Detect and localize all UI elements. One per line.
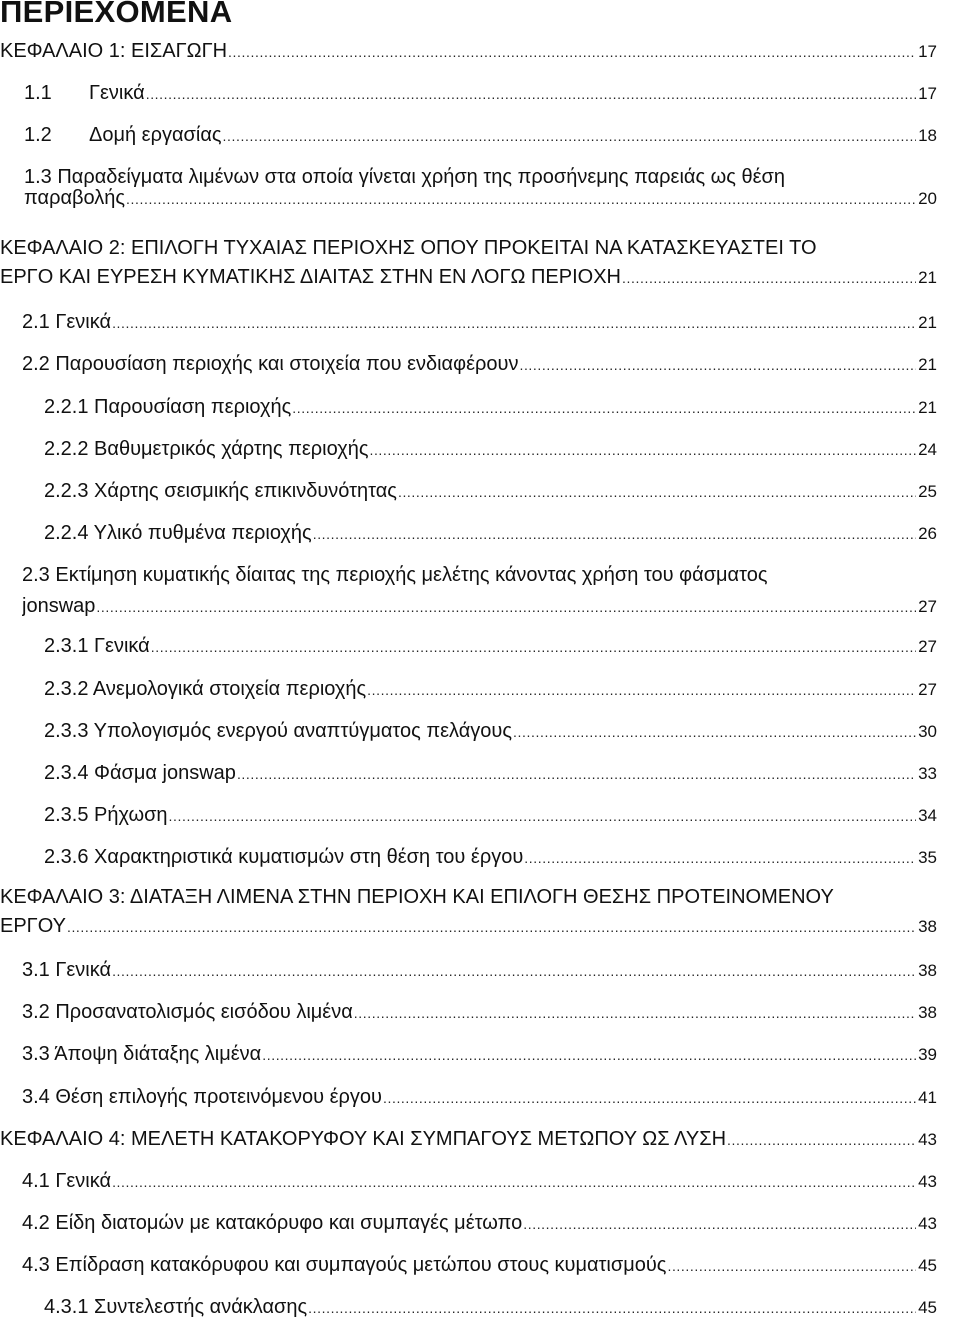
toc-entry-page: 38 (918, 961, 937, 980)
dot-leader (146, 83, 916, 104)
toc-entry-page: 25 (918, 482, 937, 501)
dot-leader (398, 481, 916, 502)
dot-leader (151, 636, 916, 657)
toc-entry-label: 2.2.2 Βαθυμετρικός χάρτης περιοχής (44, 438, 369, 460)
toc-entry-page: 20 (918, 189, 937, 208)
toc-entry-2-2-3[interactable] (44, 480, 937, 502)
toc-entry-3-2[interactable] (22, 1001, 937, 1023)
toc-entry-page: 17 (918, 84, 937, 103)
toc-entry-label: 2.1 Γενικά (22, 311, 112, 333)
dot-leader (383, 1087, 916, 1108)
toc-title: ΠΕΡΙΕΧΟΜΕΝΑ (0, 0, 233, 29)
toc-entry-label: 2.3.4 Φάσμα jonswap (44, 762, 236, 784)
dot-leader (667, 1255, 916, 1276)
toc-entry-page: 43 (918, 1214, 937, 1233)
toc-entry-label-line2: ΕΡΓΟ ΚΑΙ ΕΥΡΕΣΗ ΚΥΜΑΤΙΚΗΣ ΔΙΑΙΤΑΣ ΣΤΗΝ ΕΝ ΛΟΓΩ ΠΕΡΙΟΧΗ (0, 266, 621, 288)
toc-entry-page: 27 (918, 680, 937, 699)
toc-entry-page: 27 (918, 637, 937, 656)
toc-entry-label: Γενικά (89, 82, 145, 104)
toc-entry-2-1[interactable] (22, 311, 937, 333)
dot-leader (67, 916, 916, 937)
toc-entry-label: 2.2.1 Παρουσίαση περιοχής (44, 396, 292, 418)
toc-entry-label: 2.2.3 Χάρτης σεισμικής επικινδυνότητας (44, 480, 397, 502)
toc-entry-chapter-1[interactable] (0, 40, 937, 62)
toc-entry-label: 2.3.5 Ρήχωση (44, 804, 168, 826)
toc-entry-2-3-5[interactable] (44, 804, 937, 826)
dot-leader (354, 1002, 916, 1023)
toc-entry-page: 21 (918, 355, 937, 374)
toc-entry-4-3[interactable] (22, 1254, 937, 1276)
dot-leader (369, 439, 916, 460)
toc-entry-page: 27 (918, 597, 937, 616)
toc-entry-label: Δομή εργασίας (89, 124, 222, 146)
toc-entry-2-3-2[interactable] (44, 678, 937, 700)
toc-entry-page: 45 (918, 1256, 937, 1275)
toc-entry-page: 45 (918, 1298, 937, 1317)
toc-entry-page: 21 (918, 268, 937, 287)
toc-entry-label-line1: ΚΕΦΑΛΑΙΟ 3: ΔΙΑΤΑΞΗ ΛΙΜΕΝΑ ΣΤΗΝ ΠΕΡΙΟΧΗ ΚΑΙ ΕΠΙΛΟΓΗ ΘΕΣΗΣ ΠΡΟΤΕΙΝΟΜΕΝΟΥ (0, 886, 834, 908)
toc-entry-page: 43 (918, 1130, 937, 1149)
toc-entry-page: 21 (918, 313, 937, 332)
toc-entry-2-2-1[interactable] (44, 396, 937, 418)
toc-entry-label: 2.3.6 Χαρακτηριστικά κυματισμών στη θέση του έργου (44, 846, 524, 868)
toc-entry-page: 35 (918, 848, 937, 867)
toc-entry-label-line1: ΚΕΦΑΛΑΙΟ 2: ΕΠΙΛΟΓΗ ΤΥΧΑΙΑΣ ΠΕΡΙΟΧΗΣ ΟΠΟΥ ΠΡΟΚΕΙΤΑΙ ΝΑ ΚΑΤΑΣΚΕΥΑΣΤΕΙ ΤΟ (0, 237, 817, 259)
toc-entry-1-3[interactable] (24, 166, 937, 210)
dot-leader (112, 312, 916, 333)
toc-entry-label: 3.3 Άποψη διάταξης λιμένα (22, 1043, 262, 1065)
dot-leader (237, 763, 916, 784)
dot-leader (112, 960, 916, 981)
dot-leader (112, 1171, 916, 1192)
dot-leader (96, 596, 916, 617)
toc-entry-1-2[interactable] (24, 124, 937, 146)
toc-entry-2-2-4[interactable] (44, 522, 937, 544)
toc-entry-page: 18 (918, 126, 937, 145)
toc-entry-number: 1.2 (24, 124, 52, 146)
toc-entry-3-3[interactable] (22, 1043, 937, 1065)
toc-entry-chapter-4[interactable] (0, 1128, 937, 1150)
toc-entry-label-line2: jonswap (22, 595, 96, 617)
toc-entry-page: 21 (918, 398, 937, 417)
toc-entry-2-3-1[interactable] (44, 635, 937, 657)
toc-entry-page: 24 (918, 440, 937, 459)
toc-entry-1-1[interactable] (24, 82, 937, 104)
toc-entry-4-1[interactable] (22, 1170, 937, 1192)
toc-entry-label: 4.1 Γενικά (22, 1170, 112, 1192)
dot-leader (622, 267, 916, 288)
dot-leader (126, 188, 916, 209)
dot-leader (169, 805, 917, 826)
toc-entry-page: 34 (918, 806, 937, 825)
dot-leader (519, 354, 916, 375)
toc-entry-chapter-3[interactable] (0, 886, 937, 937)
toc-entry-page: 17 (918, 42, 937, 61)
toc-entry-page: 38 (918, 1003, 937, 1022)
dot-leader (524, 847, 916, 868)
toc-entry-2-3-6[interactable] (44, 846, 937, 868)
toc-entry-page: 33 (918, 764, 937, 783)
toc-entry-label: 2.2 Παρουσίαση περιοχής και στοιχεία που ενδιαφέρουν (22, 353, 519, 375)
dot-leader (367, 679, 916, 700)
toc-entry-page: 39 (918, 1045, 937, 1064)
toc-entry-2-3-4[interactable] (44, 762, 937, 784)
toc-entry-2-3-3[interactable] (44, 720, 937, 742)
toc-entry-label-line2: ΕΡΓΟΥ (0, 915, 66, 937)
toc-entry-label: 2.3.2 Ανεμολογικά στοιχεία περιοχής (44, 678, 367, 700)
dot-leader (228, 41, 916, 62)
toc-entry-label: 2.3.3 Υπολογισμός ενεργού αναπτύγματος πελάγους (44, 720, 513, 742)
toc-entry-4-3-1[interactable] (44, 1296, 937, 1318)
toc-entry-3-4[interactable] (22, 1086, 937, 1108)
toc-entry-label-line1: 1.3 Παραδείγματα λιμένων στα οποία γίνεται χρήση της προσήνεμης παρειάς ως θέση (24, 166, 785, 188)
dot-leader (223, 125, 917, 146)
toc-entry-page: 41 (918, 1088, 937, 1107)
toc-entry-label: 2.3.1 Γενικά (44, 635, 150, 657)
toc-entry-page: 30 (918, 722, 937, 741)
dot-leader (513, 721, 916, 742)
toc-entry-label: 3.1 Γενικά (22, 959, 112, 981)
toc-entry-2-2[interactable] (22, 353, 937, 375)
toc-entry-number: 1.1 (24, 82, 52, 104)
toc-entry-page: 43 (918, 1172, 937, 1191)
toc-entry-3-1[interactable] (22, 959, 937, 981)
toc-entry-label: ΚΕΦΑΛΑΙΟ 4: ΜΕΛΕΤΗ ΚΑΤΑΚΟΡΥΦΟΥ ΚΑΙ ΣΥΜΠΑΓΟΥΣ ΜΕΤΩΠΟΥ ΩΣ ΛΥΣΗ (0, 1128, 727, 1150)
dot-leader (292, 397, 916, 418)
dot-leader (313, 523, 916, 544)
toc-entry-chapter-2[interactable] (0, 237, 937, 288)
toc-entry-2-3[interactable] (22, 564, 937, 617)
toc-entry-label: ΚΕΦΑΛΑΙΟ 1: ΕΙΣΑΓΩΓΗ (0, 40, 228, 62)
toc-entry-label: 4.2 Είδη διατομών με κατακόρυφο και συμπαγές μέτωπο (22, 1212, 523, 1234)
toc-entry-label: 4.3.1 Συντελεστής ανάκλασης (44, 1296, 308, 1318)
toc-entry-page: 38 (918, 917, 937, 936)
dot-leader (262, 1044, 916, 1065)
dot-leader (727, 1129, 916, 1150)
toc-entry-label-line2: παραβολής (24, 187, 126, 209)
dot-leader (308, 1297, 916, 1318)
toc-entry-label: 2.2.4 Υλικό πυθμένα περιοχής (44, 522, 312, 544)
dot-leader (523, 1213, 916, 1234)
toc-entry-label: 3.4 Θέση επιλογής προτεινόμενου έργου (22, 1086, 382, 1108)
toc-entry-label: 3.2 Προσανατολισμός εισόδου λιμένα (22, 1001, 353, 1023)
toc-entry-4-2[interactable] (22, 1212, 937, 1234)
toc-entry-page: 26 (918, 524, 937, 543)
toc-entry-label-line1: 2.3 Εκτίμηση κυματικής δίαιτας της περιοχής μελέτης κάνοντας χρήση του φάσματος (22, 564, 768, 586)
toc-entry-2-2-2[interactable] (44, 438, 937, 460)
toc-entry-label: 4.3 Επίδραση κατακόρυφου και συμπαγούς μετώπου στους κυματισμούς (22, 1254, 667, 1276)
